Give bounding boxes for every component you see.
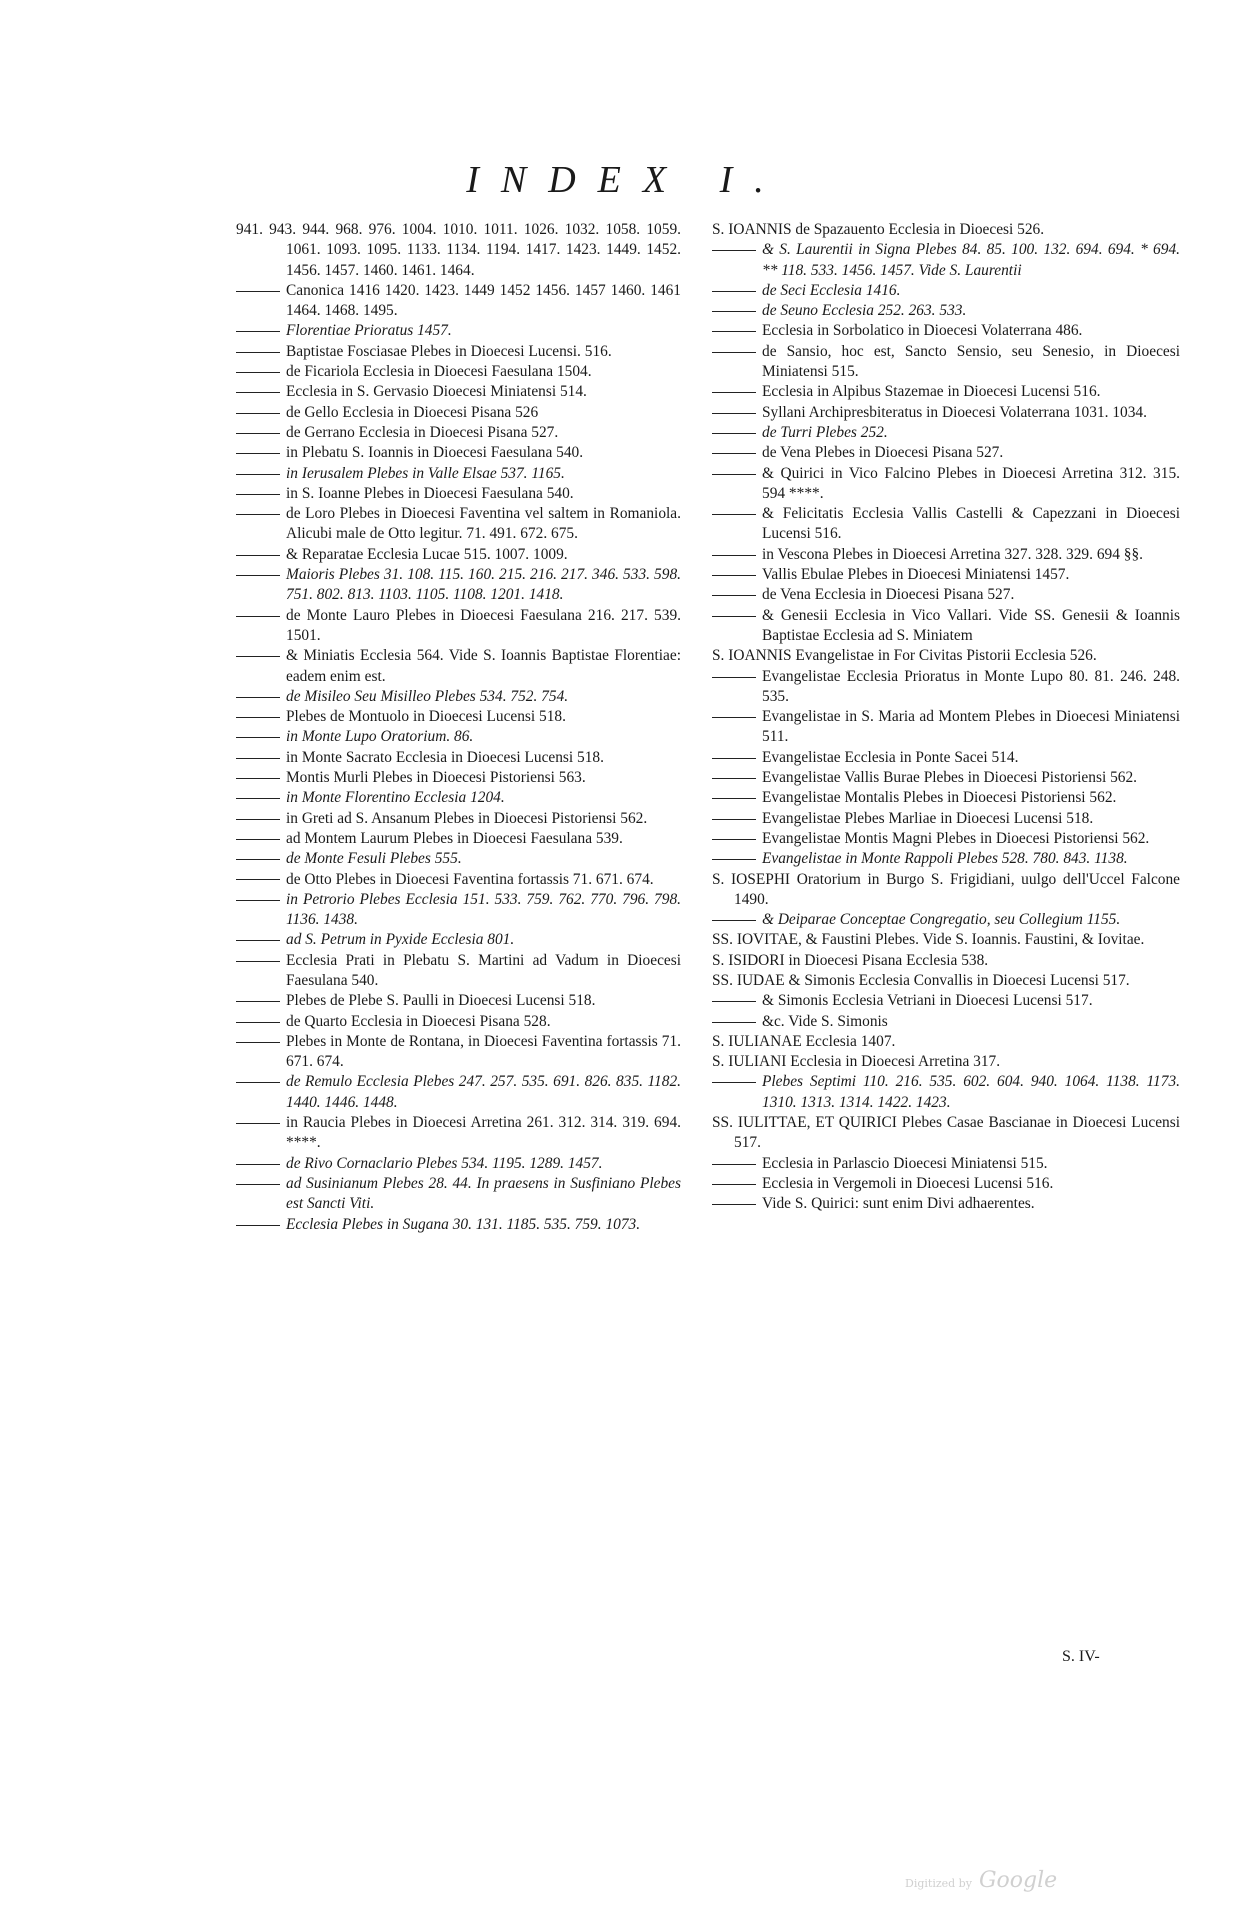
entry-text: Ecclesia in Sorbolatico in Dioecesi Volaterrana 486. xyxy=(762,322,1083,340)
right-index-entry xyxy=(712,829,1180,849)
repeat-dash xyxy=(712,1184,756,1185)
repeat-dash xyxy=(712,413,756,414)
left-index-entry xyxy=(236,504,681,545)
repeat-dash xyxy=(712,392,756,393)
repeat-dash xyxy=(236,575,280,576)
repeat-dash xyxy=(236,859,280,860)
right-index-entry xyxy=(712,464,1180,505)
right-index-entry xyxy=(712,809,1180,829)
entry-text: in Monte Lupo Oratorium. 86. xyxy=(286,728,474,746)
entry-text: de Monte Lauro Plebes in Dioecesi Faesulana 216. 217. 539. 1501. xyxy=(286,606,681,644)
repeat-dash xyxy=(236,616,280,617)
right-index-entry xyxy=(712,1174,1180,1194)
left-index-entry xyxy=(236,443,681,463)
right-index-entry xyxy=(712,1113,1180,1154)
right-index-entry xyxy=(712,240,1180,281)
right-index-entry xyxy=(712,849,1180,869)
catchword: S. IV- xyxy=(1062,1648,1100,1665)
repeat-dash xyxy=(712,677,756,678)
right-index-entry xyxy=(712,301,1180,321)
entry-text: Baptistae Fosciasae Plebes in Dioecesi Lucensi. 516. xyxy=(286,342,612,360)
repeat-dash xyxy=(236,494,280,495)
repeat-dash xyxy=(236,1042,280,1043)
left-index-entry xyxy=(236,362,681,382)
right-index-entry xyxy=(712,585,1180,605)
entry-text: de Sansio, hoc est, Sancto Sensio, seu Senesio, in Dioecesi Miniatensi 515. xyxy=(762,342,1180,381)
left-index-entry xyxy=(236,484,681,504)
entry-text: S. IULIANAE Ecclesia 1407. xyxy=(712,1032,896,1050)
repeat-dash xyxy=(236,433,280,434)
entry-text: in Monte Sacrato Ecclesia in Dioecesi Lucensi 518. xyxy=(286,748,604,766)
repeat-dash xyxy=(236,697,280,698)
repeat-dash xyxy=(236,1001,280,1002)
left-index-entry xyxy=(236,870,681,890)
repeat-dash xyxy=(236,1164,280,1165)
left-index-entry xyxy=(236,991,681,1011)
right-index-entry xyxy=(712,423,1180,443)
right-column xyxy=(712,220,1180,1215)
entry-text: Ecclesia in Vergemoli in Dioecesi Lucensi 516. xyxy=(762,1174,1054,1192)
left-index-entry xyxy=(236,829,681,849)
entry-text: Plebes de Plebe S. Paulli in Dioecesi Lucensi 518. xyxy=(286,992,596,1010)
entry-text: S. IOSEPHI Oratorium in Burgo S. Frigidiani, uulgo dell'Uccel Falcone 1490. xyxy=(712,870,1180,908)
entry-text: de Remulo Ecclesia Plebes 247. 257. 535. 691. 826. 835. 1182. 1440. 1446. 1448. xyxy=(286,1073,681,1111)
entry-text: & Deiparae Conceptae Congregatio, seu Collegium 1155. xyxy=(762,911,1121,929)
entry-text: Plebes in Monte de Rontana, in Dioecesi Faventina fortassis 71. 671. 674. xyxy=(286,1032,681,1071)
left-index-entry xyxy=(236,1174,681,1215)
repeat-dash xyxy=(236,778,280,779)
entry-text: Evangelistae Ecclesia in Ponte Sacei 514. xyxy=(762,748,1019,766)
repeat-dash xyxy=(236,737,280,738)
repeat-dash xyxy=(236,453,280,454)
left-index-entry xyxy=(236,727,681,747)
left-index-entry xyxy=(236,281,681,322)
right-index-entry xyxy=(712,646,1180,666)
repeat-dash xyxy=(712,291,756,292)
entry-text: de Loro Plebes in Dioecesi Faventina vel saltem in Romaniola. Alicubi male de Otto legitur. 71. 491. 672. 675. xyxy=(286,505,681,543)
repeat-dash xyxy=(236,413,280,414)
entry-text: Vallis Ebulae Plebes in Dioecesi Miniatensi 1457. xyxy=(762,566,1070,584)
repeat-dash xyxy=(712,575,756,576)
entry-text: & Miniatis Ecclesia 564. Vide S. Ioannis Baptistae Florentiae: eadem enim est. xyxy=(286,647,681,685)
entry-text: de Gerrano Ecclesia in Dioecesi Pisana 527. xyxy=(286,423,559,441)
entry-text: Evangelistae Vallis Burae Plebes in Dioecesi Pistoriensi 562. xyxy=(762,769,1138,787)
repeat-dash xyxy=(236,879,280,880)
repeat-dash xyxy=(236,839,280,840)
right-index-entry xyxy=(712,1032,1180,1052)
entry-text: SS. IUDAE & Simonis Ecclesia Convallis in Dioecesi Lucensi 517. xyxy=(712,971,1130,989)
repeat-dash xyxy=(236,352,280,353)
left-index-entry xyxy=(236,687,681,707)
right-index-entry xyxy=(712,403,1180,423)
entry-text: S. IULIANI Ecclesia in Dioecesi Arretina 317. xyxy=(712,1053,1001,1071)
entry-text: Evangelistae in Monte Rappoli Plebes 528. 780. 843. 1138. xyxy=(762,850,1128,868)
entry-text: de Rivo Cornaclario Plebes 534. 1195. 1289. 1457. xyxy=(286,1154,603,1172)
repeat-dash xyxy=(236,798,280,799)
left-index-entry xyxy=(236,768,681,788)
entry-text: de Monte Fesuli Plebes 555. xyxy=(286,850,462,868)
repeat-dash xyxy=(236,819,280,820)
right-index-entry xyxy=(712,930,1180,950)
entry-text: Maioris Plebes 31. 108. 115. 160. 215. 216. 217. 346. 533. 598. 751. 802. 813. 1103. 1105. 1108. 1201. 1418. xyxy=(286,566,681,604)
left-index-entry xyxy=(236,1012,681,1032)
repeat-dash xyxy=(236,961,280,962)
entry-text: Evangelistae in S. Maria ad Montem Plebes in Dioecesi Miniatensi 511. xyxy=(762,708,1180,746)
right-index-entry xyxy=(712,1154,1180,1174)
entry-text: & Felicitatis Ecclesia Vallis Castelli & Capezzani in Dioecesi Lucensi 516. xyxy=(762,505,1180,543)
entry-text: S. IOANNIS de Spazauento Ecclesia in Dioecesi 526. xyxy=(712,221,1045,238)
left-index-entry xyxy=(236,464,681,484)
repeat-dash xyxy=(712,311,756,312)
entry-text: Evangelistae Ecclesia Prioratus in Monte Lupo 80. 81. 246. 248. 535. xyxy=(762,667,1180,705)
repeat-dash xyxy=(712,474,756,475)
entry-text: de Gello Ecclesia in Dioecesi Pisana 526 xyxy=(286,403,539,421)
left-index-entry xyxy=(236,1154,681,1174)
repeat-dash xyxy=(712,250,756,251)
repeat-dash xyxy=(236,1184,280,1185)
left-index-entry xyxy=(236,220,681,281)
left-index-entry xyxy=(236,565,681,606)
entry-text: in S. Ioanne Plebes in Dioecesi Faesulana 540. xyxy=(286,484,574,502)
entry-text: Ecclesia in Parlascio Dioecesi Miniatensi 515. xyxy=(762,1154,1048,1172)
repeat-dash xyxy=(712,453,756,454)
entry-text: Plebes de Montuolo in Dioecesi Lucensi 518. xyxy=(286,708,566,726)
right-index-entry xyxy=(712,545,1180,565)
entry-text: in Plebatu S. Ioannis in Dioecesi Faesulana 540. xyxy=(286,444,584,462)
entry-text: in Monte Florentino Ecclesia 1204. xyxy=(286,789,505,807)
left-index-entry xyxy=(236,1113,681,1154)
left-index-entry xyxy=(236,951,681,992)
right-index-entry xyxy=(712,504,1180,545)
right-index-entry xyxy=(712,667,1180,708)
repeat-dash xyxy=(712,839,756,840)
entry-text: Ecclesia in Alpibus Stazemae in Dioecesi Lucensi 516. xyxy=(762,383,1101,401)
right-index-entry xyxy=(712,870,1180,911)
repeat-dash xyxy=(712,1204,756,1205)
right-index-entry xyxy=(712,1012,1180,1032)
entry-text: & S. Laurentii in Signa Plebes 84. 85. 100. 132. 694. 694. * 694. ** 118. 533. 1456. 1457. Vide S. Laurentii xyxy=(762,241,1180,279)
repeat-dash xyxy=(712,778,756,779)
right-index-entry xyxy=(712,1052,1180,1072)
entry-text: ad Susinianum Plebes 28. 44. In praesens in Susfiniano Plebes est Sancti Viti. xyxy=(286,1174,681,1213)
entry-text: & Simonis Ecclesia Vetriani in Dioecesi Lucensi 517. xyxy=(762,992,1093,1010)
repeat-dash xyxy=(236,514,280,515)
repeat-dash xyxy=(236,331,280,332)
left-index-entry xyxy=(236,707,681,727)
repeat-dash xyxy=(236,1082,280,1083)
left-index-entry xyxy=(236,849,681,869)
repeat-dash xyxy=(712,819,756,820)
entry-text: Plebes Septimi 110. 216. 535. 602. 604. 940. 1064. 1138. 1173. 1310. 1313. 1314. 1422. 1423. xyxy=(762,1073,1180,1111)
entry-text: S. IOANNIS Evangelistae in For Civitas Pistorii Ecclesia 526. xyxy=(712,647,1097,665)
right-index-entry xyxy=(712,951,1180,971)
entry-text: Vide S. Quirici: sunt enim Divi adhaerentes. xyxy=(762,1195,1035,1213)
repeat-dash xyxy=(236,717,280,718)
entry-text: de Otto Plebes in Dioecesi Faventina fortassis 71. 671. 674. xyxy=(286,870,654,888)
digitization-watermark: Digitized by Google xyxy=(905,1868,1058,1893)
repeat-dash xyxy=(236,372,280,373)
repeat-dash xyxy=(236,392,280,393)
entry-text: ad Montem Laurum Plebes in Dioecesi Faesulana 539. xyxy=(286,829,623,847)
repeat-dash xyxy=(236,1123,280,1124)
entry-text: Montis Murli Plebes in Dioecesi Pistoriensi 563. xyxy=(286,769,586,787)
repeat-dash xyxy=(712,1164,756,1165)
left-column xyxy=(236,220,681,1235)
repeat-dash xyxy=(712,555,756,556)
right-index-entry xyxy=(712,281,1180,301)
right-index-entry xyxy=(712,220,1180,240)
repeat-dash xyxy=(712,331,756,332)
entry-text: de Vena Plebes in Dioecesi Pisana 527. xyxy=(762,444,1004,462)
right-index-entry xyxy=(712,382,1180,402)
entry-text: Syllani Archipresbiteratus in Dioecesi Volaterrana 1031. 1034. xyxy=(762,403,1147,421)
left-index-entry xyxy=(236,321,681,341)
left-index-entry xyxy=(236,606,681,647)
entry-text: in Ierusalem Plebes in Valle Elsae 537. 1165. xyxy=(286,464,565,482)
right-index-entry xyxy=(712,321,1180,341)
left-index-entry xyxy=(236,748,681,768)
repeat-dash xyxy=(712,1001,756,1002)
left-index-entry xyxy=(236,342,681,362)
repeat-dash xyxy=(712,595,756,596)
repeat-dash xyxy=(712,717,756,718)
right-index-entry xyxy=(712,788,1180,808)
repeat-dash xyxy=(712,1082,756,1083)
repeat-dash xyxy=(712,859,756,860)
entry-text: Canonica 1416 1420. 1423. 1449 1452 1456. 1457 1460. 1461 1464. 1468. 1495. xyxy=(286,281,681,320)
repeat-dash xyxy=(236,474,280,475)
entry-text: Evangelistae Montalis Plebes in Dioecesi Pistoriensi 562. xyxy=(762,789,1117,807)
left-index-entry xyxy=(236,545,681,565)
right-index-entry xyxy=(712,606,1180,647)
repeat-dash xyxy=(236,940,280,941)
entry-text: de Quarto Ecclesia in Dioecesi Pisana 528. xyxy=(286,1012,551,1030)
right-index-entry xyxy=(712,342,1180,383)
entry-text: &c. Vide S. Simonis xyxy=(762,1012,888,1030)
repeat-dash xyxy=(712,920,756,921)
entry-text: & Quirici in Vico Falcino Plebes in Dioecesi Arretina 312. 315. 594 ****. xyxy=(762,464,1180,502)
entry-text: ad S. Petrum in Pyxide Ecclesia 801. xyxy=(286,931,515,949)
entry-text: Evangelistae Montis Magni Plebes in Dioecesi Pistoriensi 562. xyxy=(762,829,1150,847)
repeat-dash xyxy=(712,616,756,617)
left-index-entry xyxy=(236,1215,681,1235)
entry-text: de Misileo Seu Misilleo Plebes 534. 752. 754. xyxy=(286,687,569,705)
entry-text: S. ISIDORI in Dioecesi Pisana Ecclesia 538. xyxy=(712,951,989,969)
entry-text: Ecclesia Prati in Plebatu S. Martini ad Vadum in Dioecesi Faesulana 540. xyxy=(286,951,681,989)
left-index-entry xyxy=(236,646,681,687)
repeat-dash xyxy=(712,514,756,515)
repeat-dash xyxy=(236,900,280,901)
left-index-entry xyxy=(236,930,681,950)
page-header: INDEX I. xyxy=(466,159,786,201)
entry-text: in Vescona Plebes in Dioecesi Arretina 327. 328. 329. 694 §§. xyxy=(762,545,1143,563)
entry-text: de Vena Ecclesia in Dioecesi Pisana 527. xyxy=(762,586,1015,604)
repeat-dash xyxy=(712,352,756,353)
right-index-entry xyxy=(712,748,1180,768)
entry-text: de Seuno Ecclesia 252. 263. 533. xyxy=(762,302,967,320)
right-index-entry xyxy=(712,1072,1180,1113)
entry-text: Ecclesia Plebes in Sugana 30. 131. 1185. 535. 759. 1073. xyxy=(286,1215,641,1233)
entry-text: & Reparatae Ecclesia Lucae 515. 1007. 1009. xyxy=(286,545,568,563)
repeat-dash xyxy=(712,1022,756,1023)
entry-text: de Turri Plebes 252. xyxy=(762,423,888,441)
repeat-dash xyxy=(236,555,280,556)
repeat-dash xyxy=(712,433,756,434)
left-index-entry xyxy=(236,809,681,829)
repeat-dash xyxy=(712,758,756,759)
repeat-dash xyxy=(236,291,280,292)
entry-text: Ecclesia in S. Gervasio Dioecesi Miniatensi 514. xyxy=(286,383,587,401)
left-index-entry xyxy=(236,788,681,808)
right-index-entry xyxy=(712,1194,1180,1214)
entry-text: in Petrorio Plebes Ecclesia 151. 533. 759. 762. 770. 796. 798. 1136. 1438. xyxy=(286,890,681,929)
left-index-entry xyxy=(236,890,681,931)
right-index-entry xyxy=(712,991,1180,1011)
left-index-entry xyxy=(236,1072,681,1113)
left-index-entry xyxy=(236,403,681,423)
entry-text: 941. 943. 944. 968. 976. 1004. 1010. 1011. 1026. 1032. 1058. 1059. 1061. 1093. 1095. 1133. 1134. 1194. 1417. 1423. 1449. 1452. 1456. 1457. 1460. 1461. 1464. xyxy=(236,221,681,279)
entry-text: in Greti ad S. Ansanum Plebes in Dioecesi Pistoriensi 562. xyxy=(286,809,648,827)
right-index-entry xyxy=(712,971,1180,991)
repeat-dash xyxy=(236,758,280,759)
repeat-dash xyxy=(712,798,756,799)
entry-text: de Ficariola Ecclesia in Dioecesi Faesulana 1504. xyxy=(286,363,592,381)
right-index-entry xyxy=(712,443,1180,463)
repeat-dash xyxy=(236,656,280,657)
right-index-entry xyxy=(712,768,1180,788)
entry-text: Evangelistae Plebes Marliae in Dioecesi Lucensi 518. xyxy=(762,809,1094,827)
entry-text: & Genesii Ecclesia in Vico Vallari. Vide SS. Genesii & Ioannis Baptistae Ecclesia ad S. Miniatem xyxy=(762,606,1180,644)
entry-text: SS. IOVITAE, & Faustini Plebes. Vide S. Ioannis. Faustini, & Iovitae. xyxy=(712,931,1145,949)
entry-text: SS. IULITTAE, ET QUIRICI Plebes Casae Bascianae in Dioecesi Lucensi 517. xyxy=(712,1114,1180,1152)
entry-text: Florentiae Prioratus 1457. xyxy=(286,322,452,340)
left-index-entry xyxy=(236,423,681,443)
entry-text: in Raucia Plebes in Dioecesi Arretina 261. 312. 314. 319. 694. ****. xyxy=(286,1114,681,1152)
right-index-entry xyxy=(712,910,1180,930)
right-index-entry xyxy=(712,707,1180,748)
left-index-entry xyxy=(236,1032,681,1073)
repeat-dash xyxy=(236,1022,280,1023)
repeat-dash xyxy=(236,1225,280,1226)
entry-text: de Seci Ecclesia 1416. xyxy=(762,281,901,299)
right-index-entry xyxy=(712,565,1180,585)
left-index-entry xyxy=(236,382,681,402)
